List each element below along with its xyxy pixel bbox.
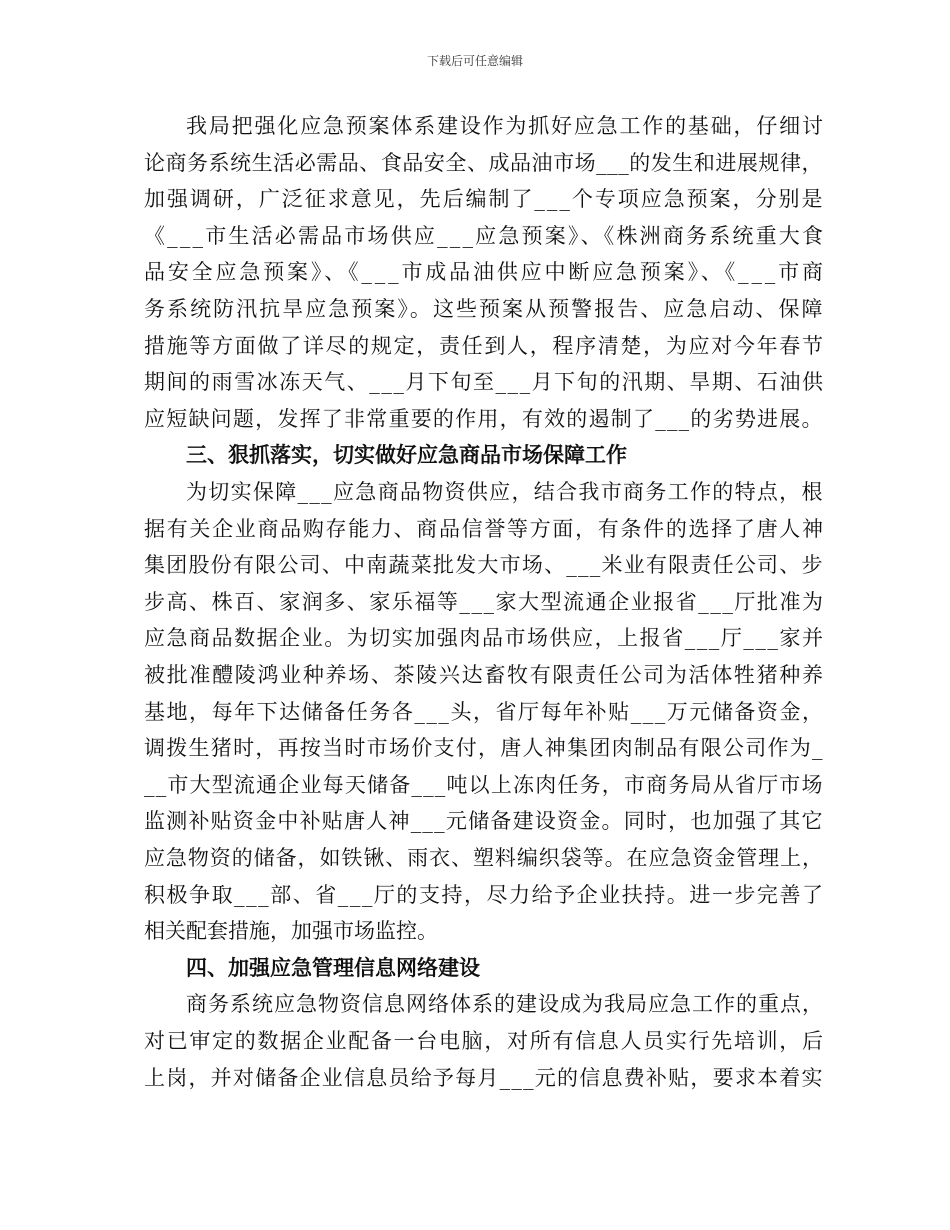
text-line: 加强调研，广泛征求意见，先后编制了___个专项应急预案，分别是 <box>144 187 825 212</box>
text-line: 为切实保障___应急商品物资供应，结合我市商务工作的特点，根 <box>186 480 824 504</box>
text-line: 商务系统应急物资信息网络体系的建设成为我局应急工作的重点， <box>186 992 824 1017</box>
text-line: 论商务系统生活必需品、食品安全、成品油市场___的发生和进展规律， <box>144 150 824 175</box>
text-line: 基地，每年下达储备任务各___头，省厅每年补贴___万元储备资金， <box>144 699 825 724</box>
text-line: 上岗，并对储备企业信息员给予每月___元的信息费补贴，要求本着实 <box>144 1065 824 1090</box>
text-line: 相关配套措施，加强市场监控。 <box>144 919 438 944</box>
text-line: 步高、株百、家润多、家乐福等___家大型流通企业报省___厅批准为 <box>144 589 825 614</box>
text-line: 对已审定的数据企业配备一台电脑，对所有信息人员实行先培训，后 <box>144 1029 825 1053</box>
page-header: 下载后可任意编辑 <box>426 54 523 68</box>
text-line: 措施等方面做了详尽的规定，责任到人，程序清楚，为应对今年春节 <box>144 333 825 358</box>
text-line: 品安全应急预案》、《___市成品油供应中断应急预案》、《___市商 <box>144 260 826 285</box>
text-line: __市大型流通企业每天储备___吨以上冻肉任务，市商务局从省厅市场 <box>144 772 824 797</box>
text-line: 应急商品数据企业。为切实加强肉品市场供应，上报省___厅___家并 <box>144 626 825 651</box>
text-line: 期间的雨雪冰冻天气、___月下旬至___月下旬的汛期、旱期、石油供 <box>144 370 825 395</box>
text-line: 被批准醴陵鸿业种养场、茶陵兴达畜牧有限责任公司为活体牲猪种养 <box>144 663 825 687</box>
text-line: 监测补贴资金中补贴唐人神___元储备建设资金。同时，也加强了其它 <box>144 809 824 834</box>
text-line: 应急物资的储备，如铁锹、雨衣、塑料编织袋等。在应急资金管理上， <box>144 846 824 870</box>
text-line: 据有关企业商品购存能力、商品信誉等方面，有条件的选择了唐人神 <box>144 516 825 541</box>
section-heading: 四、加强应急管理信息网络建设 <box>186 955 480 980</box>
text-line: 积极争取___部、省___厅的支持，尽力给予企业扶持。进一步完善了 <box>144 882 825 907</box>
text-line: 《___市生活必需品市场供应___应急预案》、《株洲商务系统重大食 <box>144 223 826 248</box>
text-line: 应短缺问题，发挥了非常重要的作用，有效的遏制了___的劣势进展。 <box>144 406 824 431</box>
section-heading: 三、狠抓落实，切实做好应急商品市场保障工作 <box>186 443 627 468</box>
text-line: 集团股份有限公司、中南蔬菜批发大市场、___米业有限责任公司、步 <box>144 553 824 578</box>
text-line: 调拨生猪时，再按当时市场价支付，唐人神集团肉制品有限公司作为_ <box>144 736 824 761</box>
text-line: 务系统防汛抗旱应急预案》。这些预案从预警报告、应急启动、保障 <box>144 297 825 321</box>
text-line: 我局把强化应急预案体系建设作为抓好应急工作的基础，仔细讨 <box>186 114 825 138</box>
